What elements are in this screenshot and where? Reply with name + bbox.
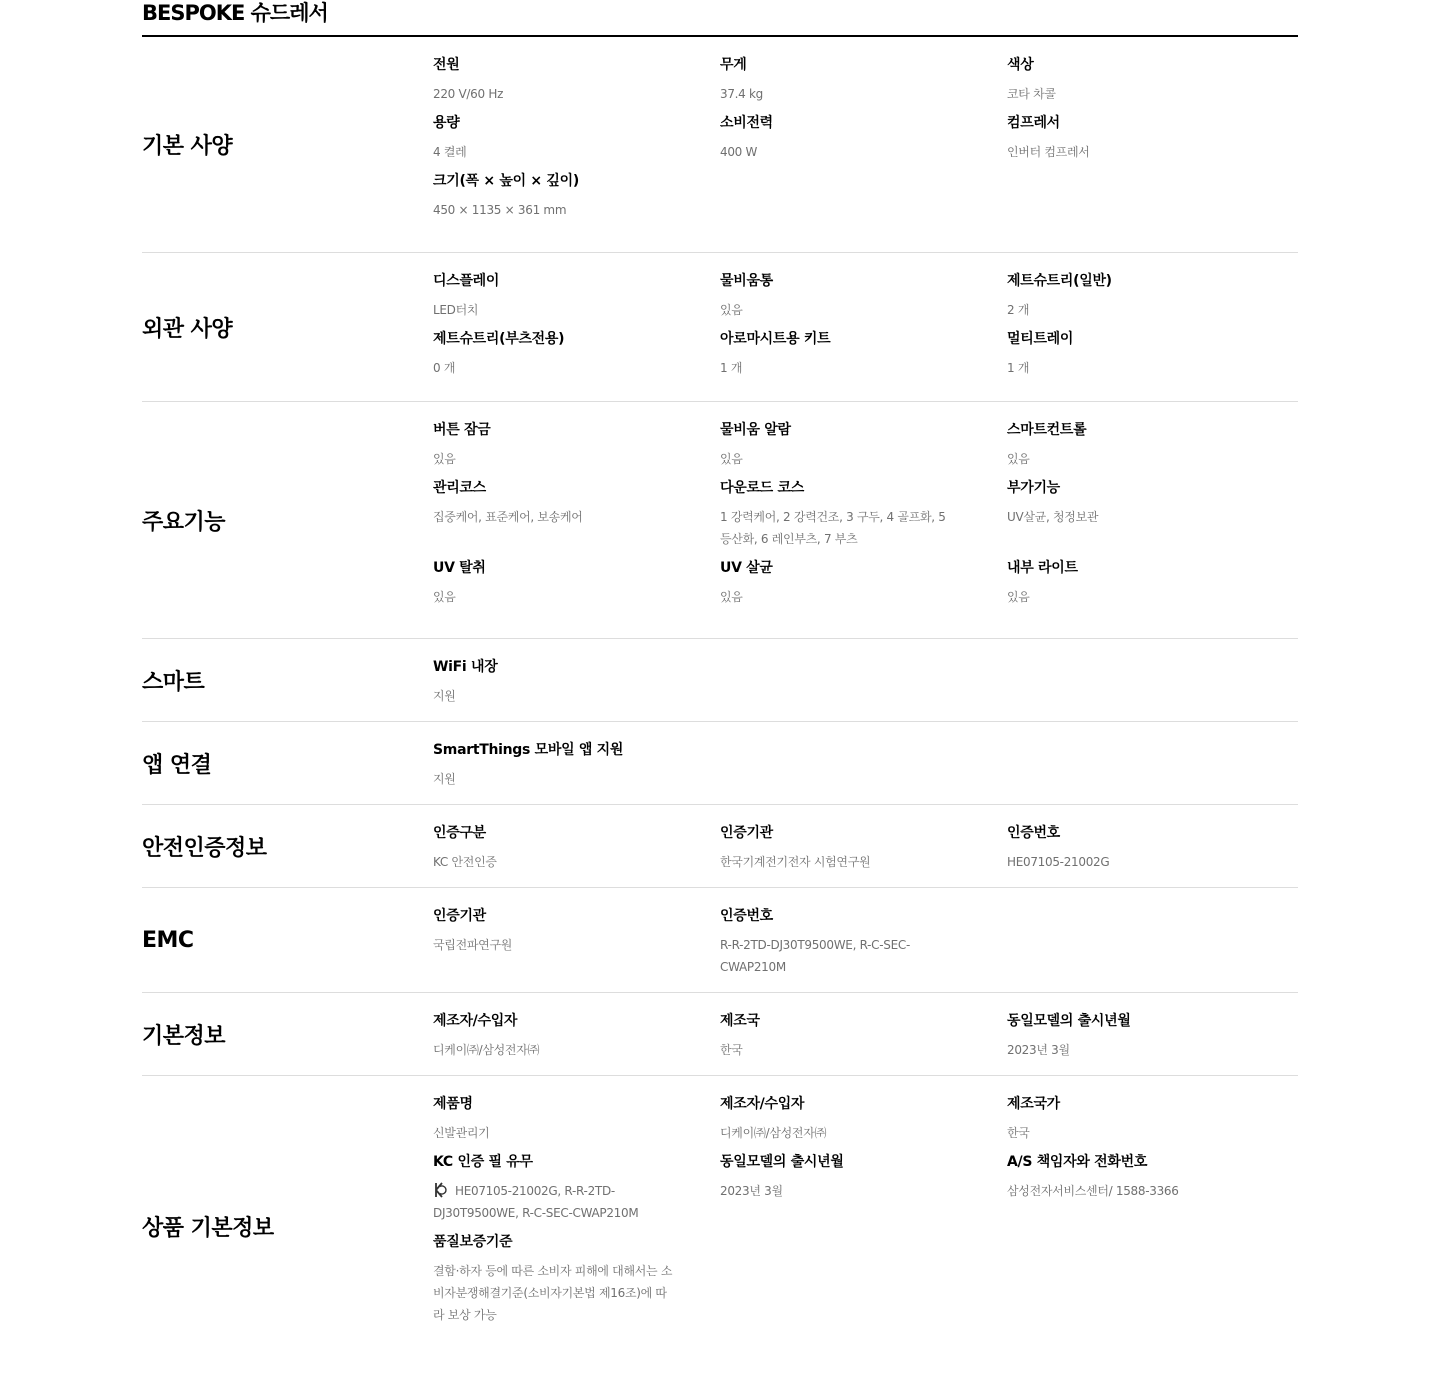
spec-label: 제조국 (720, 1013, 760, 1029)
spec-section (142, 1076, 1298, 1376)
spec-value: HE07105-21002G (1007, 855, 1110, 869)
spec-value: 코타 차콜 (1007, 87, 1056, 101)
spec-label: 제조국가 (1007, 1096, 1060, 1112)
spec-label: 제트슈트리(부츠전용) (433, 331, 565, 347)
spec-label: 인증구분 (433, 825, 486, 841)
section-title: EMC (142, 927, 194, 953)
spec-grid (433, 37, 1298, 252)
spec-item (433, 558, 720, 616)
spec-item (433, 113, 720, 171)
spec-label: 소비전력 (720, 115, 773, 131)
spec-grid (433, 888, 1298, 992)
spec-item (433, 906, 720, 982)
spec-item (433, 657, 720, 715)
spec-label: 인증번호 (1007, 825, 1060, 841)
spec-item (720, 1011, 1007, 1069)
spec-section (142, 805, 1298, 888)
spec-value: 지원 (433, 689, 456, 703)
spec-item (1007, 478, 1298, 558)
spec-item (1007, 420, 1298, 478)
spec-value-row (720, 448, 960, 470)
spec-value-row (1007, 506, 1247, 528)
spec-value-row (1007, 1180, 1247, 1202)
section-title: 안전인증정보 (142, 835, 267, 861)
section-title: 스마트 (142, 669, 205, 695)
spec-value-row (1007, 448, 1247, 470)
spec-label: 다운로드 코스 (720, 480, 804, 496)
spec-grid (433, 402, 1298, 638)
spec-item (1007, 271, 1298, 329)
spec-item (433, 55, 720, 113)
spec-label: 아로마시트용 키트 (720, 331, 831, 347)
spec-value: 있음 (433, 452, 456, 466)
spec-value-row (433, 1039, 673, 1061)
spec-item (433, 823, 720, 881)
spec-value: 1 개 (1007, 361, 1030, 375)
spec-value-row (433, 448, 673, 470)
spec-value: 삼성전자서비스센터/ 1588-3366 (1007, 1184, 1179, 1198)
spec-section (142, 639, 1298, 722)
spec-section (142, 37, 1298, 253)
spec-item (1007, 1011, 1298, 1069)
spec-value: 인버터 컴프레서 (1007, 145, 1090, 159)
spec-value: 2023년 3월 (720, 1184, 783, 1198)
spec-value-row (720, 1180, 960, 1202)
spec-item (433, 1232, 720, 1334)
spec-grid (433, 993, 1298, 1075)
spec-value-row (1007, 1039, 1247, 1061)
spec-label: 버튼 잠금 (433, 422, 491, 438)
spec-label: 크기(폭 × 높이 × 깊이) (433, 173, 579, 189)
spec-label: 인증기관 (433, 908, 486, 924)
spec-value-row (433, 199, 673, 221)
spec-value: 있음 (720, 303, 743, 317)
spec-container (142, 0, 1298, 1376)
spec-value: 1 개 (720, 361, 743, 375)
spec-value-row (720, 586, 960, 608)
spec-item (1007, 1152, 1298, 1232)
spec-value: HE07105-21002G, R-R-2TD-DJ30T9500WE, R-C-SEC-CWAP210M (433, 1184, 639, 1220)
spec-value: 2023년 3월 (1007, 1043, 1070, 1057)
spec-label: 제트슈트리(일반) (1007, 273, 1112, 289)
spec-item (720, 823, 1007, 881)
spec-label: 인증기관 (720, 825, 773, 841)
spec-value-row (433, 586, 673, 608)
spec-label: 내부 라이트 (1007, 560, 1078, 576)
section-title: 기본정보 (142, 1023, 226, 1049)
spec-item (1007, 558, 1298, 616)
spec-value: 220 V/60 Hz (433, 87, 504, 101)
spec-label: 동일모델의 출시년월 (720, 1154, 844, 1170)
spec-label: 스마트컨트롤 (1007, 422, 1087, 438)
spec-value: 결함·하자 등에 따른 소비자 피해에 대해서는 소비자분쟁해결기준(소비자기본법 제16조)에 따라 보상 가능 (433, 1264, 673, 1322)
spec-value-row (720, 83, 960, 105)
spec-value-row (433, 83, 673, 105)
spec-item (720, 1152, 1007, 1232)
spec-value-row (433, 768, 673, 790)
spec-grid (433, 1076, 1298, 1376)
spec-value-row (433, 1122, 673, 1144)
spec-label: 용량 (433, 115, 460, 131)
spec-item (720, 906, 1007, 982)
spec-value-row (433, 506, 673, 528)
spec-value: R-R-2TD-DJ30T9500WE, R-C-SEC-CWAP210M (720, 938, 910, 974)
spec-label: 컴프레서 (1007, 115, 1060, 131)
spec-value: 400 W (720, 145, 758, 159)
spec-section (142, 888, 1298, 993)
spec-value: 450 × 1135 × 361 mm (433, 203, 567, 217)
spec-value: 있음 (1007, 452, 1030, 466)
spec-label: 제조자/수입자 (433, 1013, 518, 1029)
spec-value-row (720, 506, 960, 550)
spec-item (1007, 55, 1298, 113)
spec-label: 디스플레이 (433, 273, 500, 289)
spec-value-row (720, 141, 960, 163)
section-title: 기본 사양 (142, 134, 233, 159)
spec-item (1007, 1094, 1298, 1152)
spec-value-row (720, 934, 960, 978)
spec-label: SmartThings 모바일 앱 지원 (433, 742, 624, 758)
spec-item (720, 420, 1007, 478)
spec-label: 품질보증기준 (433, 1234, 513, 1250)
spec-value: 국립전파연구원 (433, 938, 513, 952)
spec-value-row (720, 1039, 960, 1061)
spec-label: KC 인증 필 유무 (433, 1154, 533, 1170)
spec-value: 디케이㈜/삼성전자㈜ (720, 1126, 827, 1140)
spec-value: 신발관리기 (433, 1126, 490, 1140)
spec-value: 있음 (720, 452, 743, 466)
spec-grid (433, 253, 1298, 401)
spec-value: 37.4 kg (720, 87, 763, 101)
spec-value: 4 켤레 (433, 145, 467, 159)
spec-value: 한국 (1007, 1126, 1030, 1140)
spec-label: UV 살균 (720, 560, 773, 576)
spec-label: 부가기능 (1007, 480, 1060, 496)
spec-item (433, 1152, 720, 1232)
spec-item (433, 329, 720, 387)
spec-label: 멀티트레이 (1007, 331, 1074, 347)
spec-value-row (433, 851, 673, 873)
spec-section (142, 253, 1298, 402)
spec-grid (433, 639, 1298, 721)
spec-section (142, 722, 1298, 805)
spec-label: 동일모델의 출시년월 (1007, 1013, 1131, 1029)
spec-sections (142, 37, 1298, 1376)
section-title: 외관 사양 (142, 316, 233, 342)
spec-value: 디케이㈜/삼성전자㈜ (433, 1043, 540, 1057)
spec-item (433, 271, 720, 329)
spec-value-row (1007, 586, 1247, 608)
spec-value: 집중케어, 표준케어, 보송케어 (433, 510, 583, 524)
section-title: 주요기능 (142, 509, 226, 535)
spec-item (720, 55, 1007, 113)
spec-item (1007, 823, 1298, 881)
spec-label: 물비움 알람 (720, 422, 791, 438)
spec-value-row (720, 357, 960, 379)
spec-value: 지원 (433, 772, 456, 786)
spec-grid (433, 805, 1298, 887)
spec-label: 관리코스 (433, 480, 486, 496)
spec-value: 있음 (720, 590, 743, 604)
spec-value-row (1007, 1122, 1247, 1144)
spec-value-row (433, 685, 673, 707)
spec-item (1007, 113, 1298, 171)
section-title: 상품 기본정보 (142, 1215, 274, 1241)
spec-value-row (1007, 357, 1247, 379)
spec-item (433, 1011, 720, 1069)
spec-label: 색상 (1007, 57, 1034, 73)
spec-item (433, 171, 720, 229)
spec-value: LED터치 (433, 303, 479, 317)
spec-item (1007, 329, 1298, 387)
spec-item (720, 1094, 1007, 1152)
spec-value: 2 개 (1007, 303, 1030, 317)
spec-value-row (433, 299, 673, 321)
spec-section (142, 402, 1298, 639)
spec-item (720, 271, 1007, 329)
spec-value: 한국기계전기전자 시험연구원 (720, 855, 871, 869)
spec-item (720, 478, 1007, 558)
kc-mark-icon (433, 1182, 447, 1198)
spec-label: 인증번호 (720, 908, 773, 924)
spec-value: 한국 (720, 1043, 743, 1057)
page-title: BESPOKE 슈드레서 (142, 0, 1298, 37)
spec-value-row (433, 141, 673, 163)
spec-value-row (1007, 851, 1247, 873)
spec-value-row (720, 851, 960, 873)
spec-value-row (720, 299, 960, 321)
spec-label: UV 탈취 (433, 560, 486, 576)
spec-grid (433, 722, 1298, 804)
section-title: 앱 연결 (142, 752, 212, 778)
spec-item (433, 478, 720, 558)
spec-value: 있음 (433, 590, 456, 604)
spec-label: 제조자/수입자 (720, 1096, 805, 1112)
spec-item (433, 740, 720, 798)
spec-label: 전원 (433, 57, 460, 73)
spec-value: 0 개 (433, 361, 456, 375)
spec-value-row (433, 357, 673, 379)
spec-value: 1 강력케어, 2 강력건조, 3 구두, 4 골프화, 5 등산화, 6 레인부츠, 7 부츠 (720, 510, 946, 546)
spec-item (720, 113, 1007, 171)
spec-value-row (1007, 299, 1247, 321)
spec-value: UV살균, 청정보관 (1007, 510, 1099, 524)
spec-label: 물비움통 (720, 273, 773, 289)
spec-value: KC 안전인증 (433, 855, 497, 869)
spec-item (720, 558, 1007, 616)
spec-section (142, 993, 1298, 1076)
spec-value-row (433, 1180, 673, 1224)
spec-item (720, 329, 1007, 387)
spec-value-row (433, 934, 673, 956)
spec-item (433, 420, 720, 478)
spec-item (433, 1094, 720, 1152)
spec-label: A/S 책임자와 전화번호 (1007, 1154, 1148, 1170)
spec-value-row (1007, 83, 1247, 105)
spec-value-row (1007, 141, 1247, 163)
spec-value: 있음 (1007, 590, 1030, 604)
spec-label: 무게 (720, 57, 747, 73)
spec-label: WiFi 내장 (433, 659, 498, 675)
spec-label: 제품명 (433, 1096, 473, 1112)
spec-value-row (720, 1122, 960, 1144)
spec-value-row (433, 1260, 673, 1326)
